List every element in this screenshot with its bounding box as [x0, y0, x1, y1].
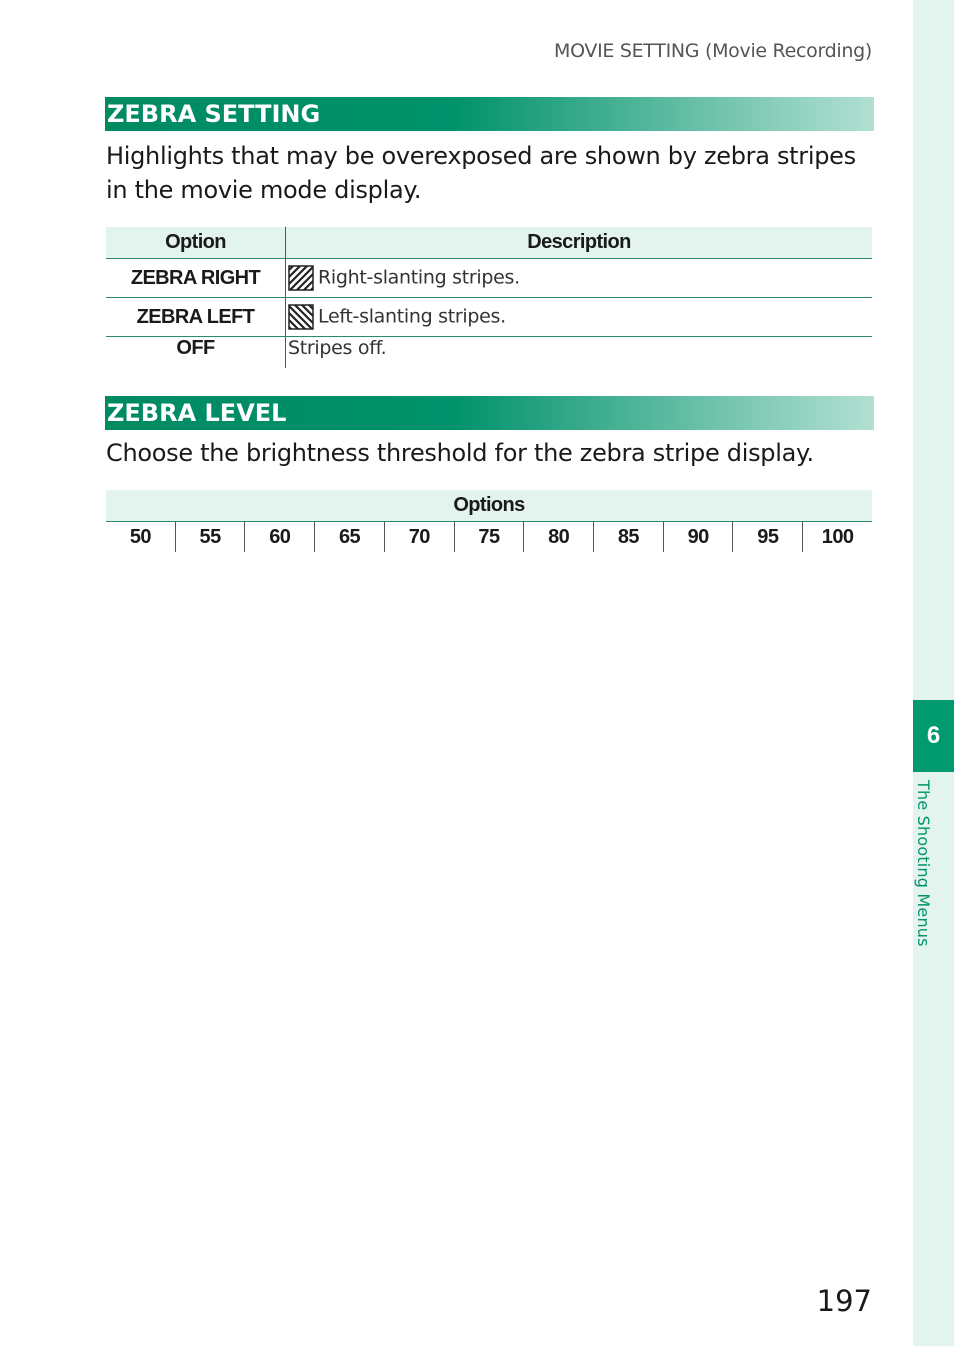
level-value: 80 — [524, 522, 594, 553]
section-heading-zebra-level: ZEBRA LEVEL — [105, 396, 874, 430]
level-value: 90 — [663, 522, 733, 553]
zebra-level-table — [106, 490, 872, 552]
table-row — [106, 337, 872, 369]
running-header: MOVIE SETTING (Movie Recording) — [553, 40, 872, 62]
option-name: ZEBRA RIGHT — [106, 259, 286, 298]
zebra-setting-description: Highlights that may be overexposed are shown by zebra stripes in the movie mode display. — [106, 142, 856, 204]
level-value: 70 — [384, 522, 454, 553]
right-stripes-icon — [288, 265, 314, 291]
level-value: 65 — [315, 522, 385, 553]
column-header-description: Description — [286, 227, 873, 259]
option-name: ZEBRA LEFT — [106, 298, 286, 337]
table-row — [106, 522, 872, 553]
chapter-number-tab[interactable]: 6 — [913, 700, 954, 772]
chapter-title-label: The Shooting Menus — [914, 780, 933, 947]
option-description-cell — [286, 259, 873, 298]
level-value: 50 — [129, 525, 151, 548]
level-value: 100 — [803, 522, 872, 553]
option-name: OFF — [106, 337, 286, 369]
option-description-cell — [286, 298, 873, 337]
zebra-level-description: Choose the brightness threshold for the zebra stripe display. — [106, 439, 814, 467]
level-value: 85 — [594, 522, 664, 553]
table-row — [106, 259, 872, 298]
zebra-setting-table — [106, 227, 872, 368]
chapter-side-strip — [913, 0, 954, 1346]
level-value: 60 — [245, 522, 315, 553]
option-description: Left-slanting stripes. — [318, 305, 506, 328]
page-number: 197 — [816, 1284, 872, 1318]
level-value: 75 — [454, 522, 524, 553]
section-heading-zebra-setting: ZEBRA SETTING — [105, 97, 874, 131]
option-description: Stripes off. — [288, 337, 387, 359]
level-value: 95 — [733, 522, 803, 553]
table-row — [106, 298, 872, 337]
option-description: Right-slanting stripes. — [318, 266, 520, 289]
column-header-option: Option — [106, 227, 286, 259]
left-stripes-icon — [288, 304, 314, 330]
column-header-options: Options — [106, 490, 872, 522]
level-value: 55 — [175, 522, 245, 553]
